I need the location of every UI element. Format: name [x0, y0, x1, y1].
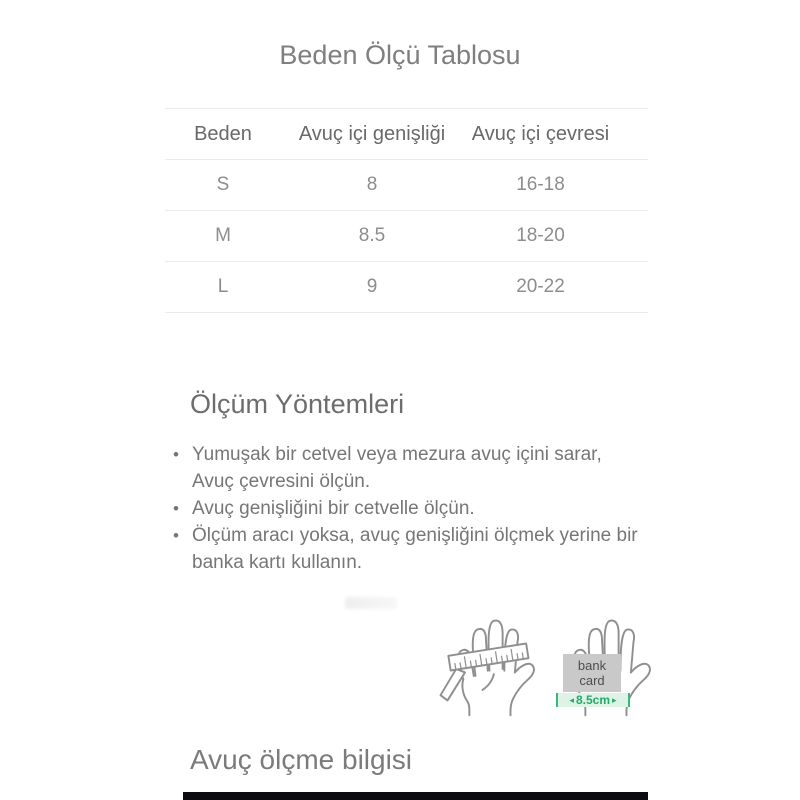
cell-palm-circumference: 16-18 [516, 174, 565, 195]
bullet-icon: • [173, 526, 179, 545]
bullet-list [170, 441, 675, 576]
bullet-text: Avuç genişliğini bir cetvelle ölçün. [192, 498, 475, 519]
hand-with-ruler-icon [437, 598, 535, 718]
cell-size: M [215, 225, 231, 246]
bullet-text: Yumuşak bir cetvel veya mezura avuç içini sarar, [192, 444, 602, 465]
bullet-text: Avuç çevresini ölçün. [192, 471, 371, 492]
column-header-palm-width: Avuç içi genişliği [298, 122, 446, 145]
bullet-icon: • [173, 445, 179, 464]
table-row [165, 211, 648, 262]
cell-size: L [217, 276, 229, 297]
bank-card-label [563, 654, 621, 692]
table-header-row [165, 109, 648, 160]
bullet-text: Ölçüm aracı yoksa, avuç genişliğini ölçmek yerine bir [192, 525, 638, 546]
bullet-item [170, 495, 675, 522]
dimension-arrow-left-icon: ◂ [569, 694, 574, 705]
faint-artifact [345, 597, 397, 609]
cell-palm-width: 9 [366, 276, 378, 297]
cell-palm-circumference: 20-22 [516, 276, 565, 297]
table-row [165, 262, 648, 313]
cell-palm-width: 8.5 [358, 225, 386, 246]
bank-card-line2: card [579, 673, 605, 688]
bullet-icon: • [173, 499, 179, 518]
cell-size: S [216, 174, 230, 195]
bottom-bar [183, 792, 648, 800]
table-row [165, 160, 648, 211]
bullet-item [170, 441, 675, 495]
footer-heading: Avuç ölçme bilgisi [190, 744, 413, 775]
bullet-text: banka kartı kullanın. [192, 552, 363, 573]
size-table [165, 108, 648, 313]
section-heading-measurement-methods: Ölçüm Yöntemleri [190, 389, 405, 419]
bank-card-line1: bank [577, 658, 607, 673]
measurement-label: 8.5cm [575, 693, 611, 707]
bullet-item [170, 522, 675, 576]
dimension-arrow-right-icon: ▸ [612, 694, 617, 705]
cell-palm-width: 8 [366, 174, 378, 195]
column-header-size: Beden [194, 122, 252, 145]
page-title: Beden Ölçü Tablosu [279, 40, 521, 71]
card-width-measurement [556, 693, 630, 707]
cell-palm-circumference: 18-20 [516, 225, 565, 246]
column-header-palm-circumference: Avuç içi çevresi [471, 122, 610, 145]
